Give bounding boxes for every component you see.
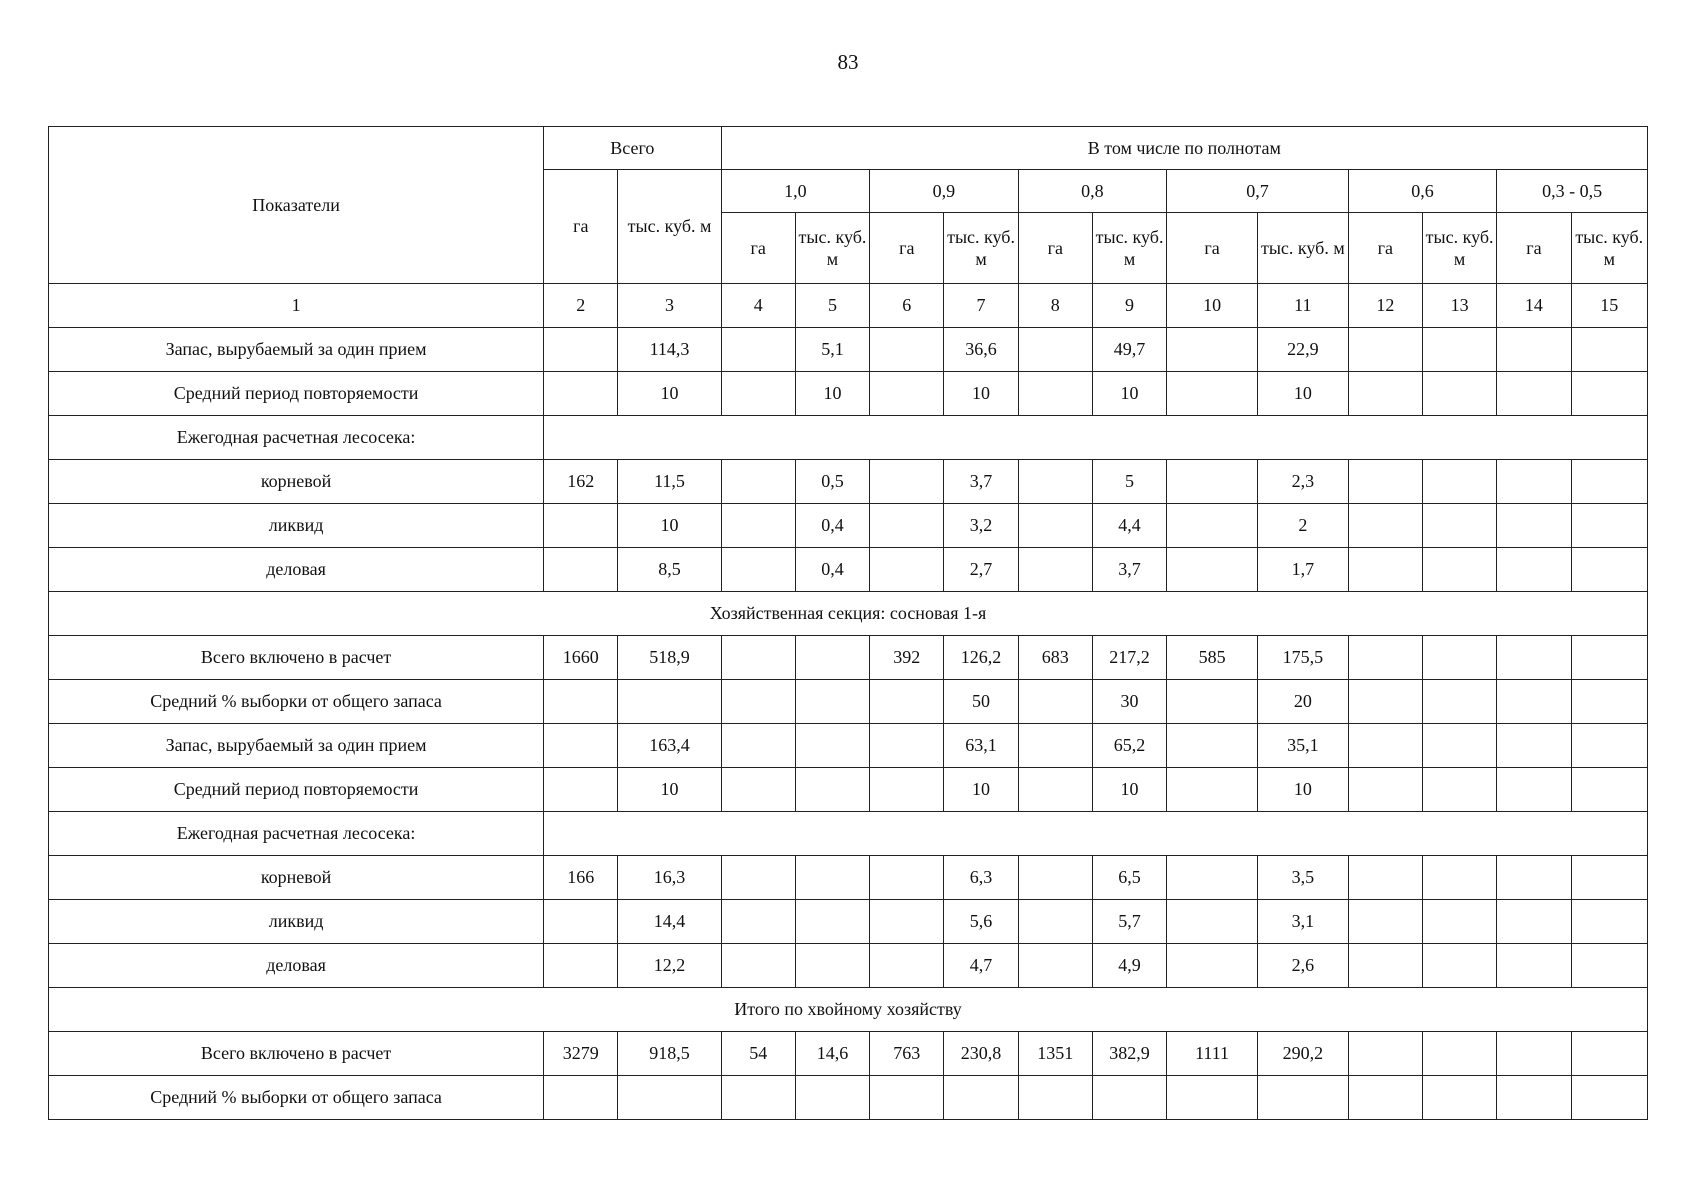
row-label: Ежегодная расчетная лесосека:: [49, 416, 544, 460]
table-cell: 114,3: [618, 328, 721, 372]
table-cell: [1422, 372, 1496, 416]
table-cell: [1571, 768, 1647, 812]
table-cell: 5,1: [795, 328, 869, 372]
table-row: [49, 680, 1648, 724]
table-cell: 10: [618, 372, 721, 416]
table-row: [49, 416, 1648, 460]
table-cell: [1422, 856, 1496, 900]
table-cell: [1497, 460, 1571, 504]
table-cell: [544, 1076, 618, 1120]
row-label: Всего включено в расчет: [49, 1032, 544, 1076]
table-cell: [1167, 328, 1258, 372]
table-cell: [795, 768, 869, 812]
table-cell: [1018, 328, 1092, 372]
empty-span-cell: [544, 416, 1648, 460]
table-cell: [1571, 548, 1647, 592]
table-cell: [795, 944, 869, 988]
table-cell: [1571, 944, 1647, 988]
table-cell: [1422, 900, 1496, 944]
header-unit-ha: га: [1018, 213, 1092, 284]
table-cell: 49,7: [1092, 328, 1166, 372]
table-cell: 63,1: [944, 724, 1018, 768]
table-cell: [1348, 768, 1422, 812]
table-cell: [1018, 944, 1092, 988]
table-cell: [1018, 856, 1092, 900]
table-row: [49, 944, 1648, 988]
header-density: 1,0: [721, 170, 870, 213]
table-row: [49, 856, 1648, 900]
table-cell: [1422, 328, 1496, 372]
table-cell: 10: [1092, 372, 1166, 416]
table-cell: [870, 548, 944, 592]
header-unit-volume: тыс. куб. м: [944, 213, 1018, 284]
table-cell: [1422, 1076, 1496, 1120]
row-label: Всего включено в расчет: [49, 636, 544, 680]
column-number: 3: [618, 284, 721, 328]
table-cell: 2: [1257, 504, 1348, 548]
column-number: 7: [944, 284, 1018, 328]
table-cell: [544, 548, 618, 592]
header-density: 0,6: [1348, 170, 1497, 213]
table-cell: [1018, 768, 1092, 812]
table-body: [49, 328, 1648, 1120]
table-cell: 1351: [1018, 1032, 1092, 1076]
row-label: Средний период повторяемости: [49, 768, 544, 812]
table-cell: [1348, 504, 1422, 548]
table-cell: 3,7: [944, 460, 1018, 504]
table-cell: [870, 944, 944, 988]
table-cell: [721, 636, 795, 680]
table-cell: 36,6: [944, 328, 1018, 372]
table-cell: [721, 680, 795, 724]
table-cell: [721, 1076, 795, 1120]
table-cell: 10: [795, 372, 869, 416]
table-cell: [721, 724, 795, 768]
column-number: 1: [49, 284, 544, 328]
table-cell: [1497, 680, 1571, 724]
header-density: 0,9: [870, 170, 1019, 213]
table-cell: [721, 504, 795, 548]
table-cell: 392: [870, 636, 944, 680]
table-cell: [870, 372, 944, 416]
table-cell: 20: [1257, 680, 1348, 724]
table-cell: [870, 504, 944, 548]
table-cell: 3,7: [1092, 548, 1166, 592]
column-number: 8: [1018, 284, 1092, 328]
table-cell: [1497, 636, 1571, 680]
table-cell: [795, 900, 869, 944]
column-number: 9: [1092, 284, 1166, 328]
table-row: [49, 372, 1648, 416]
column-number: 5: [795, 284, 869, 328]
table-cell: [1571, 724, 1647, 768]
table-cell: [1571, 636, 1647, 680]
column-number: 13: [1422, 284, 1496, 328]
table-cell: [870, 724, 944, 768]
table-cell: [1497, 548, 1571, 592]
table-cell: [1422, 1032, 1496, 1076]
table-cell: [721, 856, 795, 900]
table-cell: [721, 372, 795, 416]
table-cell: [544, 768, 618, 812]
table-cell: [1018, 680, 1092, 724]
table-cell: [795, 856, 869, 900]
table-cell: 5: [1092, 460, 1166, 504]
table-cell: [721, 548, 795, 592]
header-density: 0,7: [1167, 170, 1349, 213]
table-cell: [1348, 724, 1422, 768]
table-cell: 22,9: [1257, 328, 1348, 372]
table-cell: [1422, 460, 1496, 504]
table-cell: [870, 856, 944, 900]
table-cell: [1571, 856, 1647, 900]
table-cell: [1092, 1076, 1166, 1120]
table-cell: 3,2: [944, 504, 1018, 548]
table-cell: [544, 900, 618, 944]
table-row: [49, 636, 1648, 680]
table-cell: 6,3: [944, 856, 1018, 900]
header-unit-ha: га: [1167, 213, 1258, 284]
section-heading: Хозяйственная секция: сосновая 1-я: [49, 592, 1648, 636]
page-number: 83: [837, 50, 859, 74]
table-cell: [1497, 944, 1571, 988]
table-cell: 4,7: [944, 944, 1018, 988]
table-cell: [1167, 504, 1258, 548]
table-cell: [795, 724, 869, 768]
table-cell: [544, 944, 618, 988]
table-cell: 10: [944, 372, 1018, 416]
table-cell: 3,1: [1257, 900, 1348, 944]
row-label: Средний период повторяемости: [49, 372, 544, 416]
section-heading: Итого по хвойному хозяйству: [49, 988, 1648, 1032]
header-unit-volume: тыс. куб. м: [795, 213, 869, 284]
table-cell: 4,9: [1092, 944, 1166, 988]
header-unit-volume: тыс. куб. м: [1257, 213, 1348, 284]
table-cell: [1497, 900, 1571, 944]
table-cell: [1018, 900, 1092, 944]
table-cell: [1348, 1076, 1422, 1120]
table-cell: 16,3: [618, 856, 721, 900]
table-cell: [721, 944, 795, 988]
table-cell: [870, 900, 944, 944]
table-cell: [1422, 504, 1496, 548]
table-row: [49, 1032, 1648, 1076]
row-label: Средний % выборки от общего запаса: [49, 1076, 544, 1120]
column-number: 15: [1571, 284, 1647, 328]
header-total-volume: тыс. куб. м: [618, 170, 721, 284]
table-cell: [1348, 1032, 1422, 1076]
table-cell: 6,5: [1092, 856, 1166, 900]
column-number: 4: [721, 284, 795, 328]
table-cell: [1348, 856, 1422, 900]
table-cell: [1348, 944, 1422, 988]
table-cell: 11,5: [618, 460, 721, 504]
table-cell: [1167, 724, 1258, 768]
table-cell: [618, 1076, 721, 1120]
table-cell: 518,9: [618, 636, 721, 680]
table-cell: [1018, 460, 1092, 504]
table-cell: 2,6: [1257, 944, 1348, 988]
table-cell: 382,9: [1092, 1032, 1166, 1076]
table-cell: 10: [618, 768, 721, 812]
header-unit-volume: тыс. куб. м: [1422, 213, 1496, 284]
table-row: [49, 724, 1648, 768]
table-cell: [1018, 724, 1092, 768]
header-total: Всего: [544, 127, 721, 170]
row-label: Ежегодная расчетная лесосека:: [49, 812, 544, 856]
table-cell: [1571, 460, 1647, 504]
table-cell: [544, 328, 618, 372]
table-cell: 217,2: [1092, 636, 1166, 680]
table-cell: [1167, 1076, 1258, 1120]
table-cell: 14,4: [618, 900, 721, 944]
row-label: Средний % выборки от общего запаса: [49, 680, 544, 724]
table-cell: 35,1: [1257, 724, 1348, 768]
column-number: 12: [1348, 284, 1422, 328]
table-cell: 0,5: [795, 460, 869, 504]
column-number: 2: [544, 284, 618, 328]
table-cell: 10: [1257, 372, 1348, 416]
table-cell: [1167, 548, 1258, 592]
table-cell: 166: [544, 856, 618, 900]
table-cell: 8,5: [618, 548, 721, 592]
table-cell: [1348, 548, 1422, 592]
table-cell: [1422, 636, 1496, 680]
table-cell: 54: [721, 1032, 795, 1076]
table-cell: [1018, 1076, 1092, 1120]
table-cell: 4,4: [1092, 504, 1166, 548]
table-cell: 163,4: [618, 724, 721, 768]
table-cell: 0,4: [795, 548, 869, 592]
table-cell: [1167, 768, 1258, 812]
table-cell: 5,6: [944, 900, 1018, 944]
header-unit-ha: га: [870, 213, 944, 284]
header-unit-ha: га: [721, 213, 795, 284]
column-number: 11: [1257, 284, 1348, 328]
table-cell: 5,7: [1092, 900, 1166, 944]
table-cell: [1497, 724, 1571, 768]
column-number: 10: [1167, 284, 1258, 328]
table-row: [49, 812, 1648, 856]
table-cell: [544, 680, 618, 724]
table-cell: [1497, 504, 1571, 548]
header-unit-volume: тыс. куб. м: [1092, 213, 1166, 284]
table-cell: [870, 680, 944, 724]
table-cell: 50: [944, 680, 1018, 724]
table-row: [49, 460, 1648, 504]
table-cell: [1167, 856, 1258, 900]
table-cell: 10: [1092, 768, 1166, 812]
table-cell: 10: [1257, 768, 1348, 812]
table-cell: 126,2: [944, 636, 1018, 680]
table-row: [49, 768, 1648, 812]
table-cell: [1571, 504, 1647, 548]
empty-span-cell: [544, 812, 1648, 856]
table-cell: [1497, 328, 1571, 372]
table-cell: [1571, 372, 1647, 416]
table-cell: 12,2: [618, 944, 721, 988]
table-cell: [1167, 460, 1258, 504]
table-cell: [1018, 372, 1092, 416]
table-cell: 14,6: [795, 1032, 869, 1076]
table-cell: [1497, 768, 1571, 812]
table-header: [49, 127, 1648, 328]
table-cell: [1571, 680, 1647, 724]
table-cell: [1422, 724, 1496, 768]
row-label: деловая: [49, 548, 544, 592]
table-cell: [1348, 328, 1422, 372]
table-cell: 3279: [544, 1032, 618, 1076]
table-cell: [1422, 680, 1496, 724]
table-cell: [1018, 548, 1092, 592]
table-cell: [1571, 1076, 1647, 1120]
table-cell: [1571, 328, 1647, 372]
table-cell: 2,7: [944, 548, 1018, 592]
header-density: 0,8: [1018, 170, 1167, 213]
table-cell: 30: [1092, 680, 1166, 724]
table-row: [49, 504, 1648, 548]
table-cell: [1497, 1076, 1571, 1120]
table-cell: [1348, 636, 1422, 680]
table-cell: [1422, 768, 1496, 812]
table-cell: 230,8: [944, 1032, 1018, 1076]
table-cell: [1497, 372, 1571, 416]
row-label: Запас, вырубаемый за один прием: [49, 328, 544, 372]
table-row: [49, 548, 1648, 592]
table-cell: [1571, 1032, 1647, 1076]
table-cell: [618, 680, 721, 724]
header-unit-ha: га: [1497, 213, 1571, 284]
table-cell: [1497, 1032, 1571, 1076]
table-cell: 65,2: [1092, 724, 1166, 768]
table-cell: 162: [544, 460, 618, 504]
table-row: [49, 1076, 1648, 1120]
table-cell: [721, 900, 795, 944]
table-cell: 2,3: [1257, 460, 1348, 504]
table-cell: 10: [618, 504, 721, 548]
header-by-density: В том числе по полнотам: [721, 127, 1647, 170]
table-cell: [1167, 372, 1258, 416]
row-label: корневой: [49, 856, 544, 900]
column-number: 14: [1497, 284, 1571, 328]
table-cell: [1497, 856, 1571, 900]
table-cell: 1,7: [1257, 548, 1348, 592]
table-cell: [1571, 900, 1647, 944]
row-label: деловая: [49, 944, 544, 988]
table-cell: 1111: [1167, 1032, 1258, 1076]
header-unit-ha: га: [1348, 213, 1422, 284]
column-numbers-row: [49, 284, 1648, 328]
table-cell: [721, 460, 795, 504]
table-cell: [1167, 900, 1258, 944]
table-cell: 683: [1018, 636, 1092, 680]
table-cell: 918,5: [618, 1032, 721, 1076]
table-cell: [1348, 900, 1422, 944]
table-cell: [944, 1076, 1018, 1120]
table-cell: 10: [944, 768, 1018, 812]
table-cell: [721, 768, 795, 812]
table-cell: [1422, 548, 1496, 592]
table-row: [49, 988, 1648, 1032]
table-cell: [795, 1076, 869, 1120]
table-cell: [795, 680, 869, 724]
table-cell: [1167, 944, 1258, 988]
table-cell: [870, 768, 944, 812]
table-cell: [1348, 680, 1422, 724]
row-label: ликвид: [49, 504, 544, 548]
table-cell: 763: [870, 1032, 944, 1076]
column-number: 6: [870, 284, 944, 328]
table-row: [49, 592, 1648, 636]
header-indicators: Показатели: [49, 127, 544, 284]
table-cell: 3,5: [1257, 856, 1348, 900]
row-label: ликвид: [49, 900, 544, 944]
table-cell: [1348, 372, 1422, 416]
table-cell: [544, 372, 618, 416]
table-cell: [870, 1076, 944, 1120]
table-cell: 175,5: [1257, 636, 1348, 680]
table-row: [49, 900, 1648, 944]
table-cell: 585: [1167, 636, 1258, 680]
table-row: [49, 328, 1648, 372]
table-cell: [870, 328, 944, 372]
header-total-ha: га: [544, 170, 618, 284]
forest-stock-table: [48, 126, 1648, 1120]
table-cell: [721, 328, 795, 372]
table-cell: [1167, 680, 1258, 724]
table-cell: 0,4: [795, 504, 869, 548]
table-cell: [1422, 944, 1496, 988]
table-cell: 1660: [544, 636, 618, 680]
row-label: Запас, вырубаемый за один прием: [49, 724, 544, 768]
table-cell: [544, 504, 618, 548]
table-cell: [1348, 460, 1422, 504]
table-cell: [1018, 504, 1092, 548]
table-cell: [544, 724, 618, 768]
table-cell: [870, 460, 944, 504]
table-cell: 290,2: [1257, 1032, 1348, 1076]
row-label: корневой: [49, 460, 544, 504]
table-cell: [795, 636, 869, 680]
header-density: 0,3 - 0,5: [1497, 170, 1648, 213]
header-unit-volume: тыс. куб. м: [1571, 213, 1647, 284]
table-cell: [1257, 1076, 1348, 1120]
